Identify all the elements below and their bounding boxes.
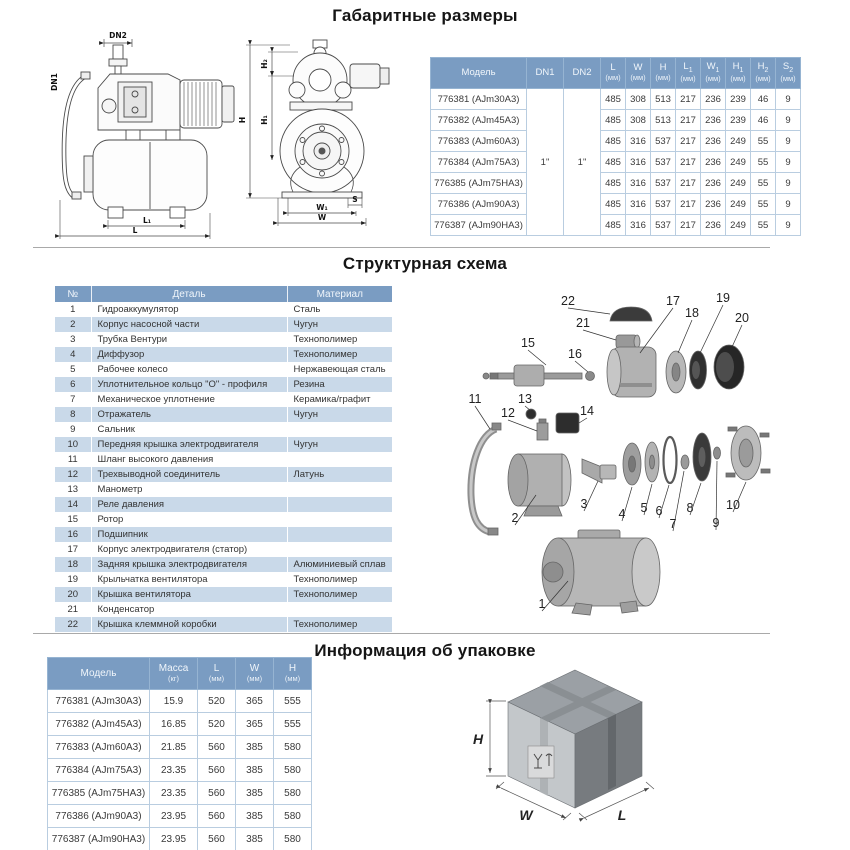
- w1-dim-label: W₁: [316, 203, 328, 212]
- value-cell: 485: [601, 173, 626, 194]
- value-cell: 485: [601, 89, 626, 110]
- parts-materials-table: [55, 286, 392, 632]
- part-number-cell: 11: [67, 454, 78, 465]
- material-cell: [287, 497, 392, 512]
- material-cell: Чугун: [287, 317, 392, 332]
- value-cell: 217: [676, 131, 701, 152]
- value-cell: 236: [701, 173, 726, 194]
- table-row: [55, 572, 392, 587]
- value-cell: 23.35: [150, 759, 198, 782]
- callout-leader-line: [583, 330, 616, 340]
- value-cell: 316: [626, 152, 651, 173]
- part-number-cell: 12: [67, 469, 79, 480]
- part-name-cell: Крышка клеммной коробки: [91, 617, 287, 632]
- value-cell: 236: [701, 89, 726, 110]
- value-cell: 9: [776, 215, 801, 236]
- part-number-cell: 9: [70, 424, 76, 435]
- part-number-label: 7: [669, 517, 677, 531]
- box-l-label: L: [617, 807, 627, 823]
- w-dim-label: W: [317, 213, 327, 222]
- table-row: [55, 452, 392, 467]
- value-cell: 21.85: [150, 736, 198, 759]
- part-name-cell: Гидроаккумулятор: [91, 302, 287, 317]
- table-row: [431, 110, 801, 131]
- part-number-label: 9: [712, 516, 720, 530]
- value-cell: 485: [601, 194, 626, 215]
- value-cell: 365: [236, 690, 274, 713]
- column-header: W (мм): [236, 658, 274, 690]
- column-header: Деталь: [91, 286, 287, 302]
- dn1-label: DN1: [50, 73, 59, 91]
- value-cell: 239: [726, 89, 751, 110]
- package-box-drawing: [470, 660, 770, 845]
- table-row: [48, 713, 312, 736]
- table-row: [431, 173, 801, 194]
- model-cell: 776381 (AJm30A3): [431, 89, 527, 110]
- value-cell: 580: [274, 805, 312, 828]
- l1-dim-label: L₁: [142, 216, 152, 225]
- callout-leader-line: [678, 320, 692, 353]
- value-cell: 46: [751, 110, 776, 131]
- part-number-label: 10: [726, 498, 740, 512]
- part-name-cell: Подшипник: [91, 527, 287, 542]
- part-number-label: 11: [468, 392, 482, 406]
- value-cell: 249: [726, 152, 751, 173]
- table-row: [431, 131, 801, 152]
- part-number-label: 13: [518, 392, 532, 406]
- part-number-cell: 20: [67, 589, 79, 600]
- part-name-cell: Шланг высокого давления: [91, 452, 287, 467]
- dimension-column-header: W (мм): [626, 58, 651, 89]
- value-cell: 23.95: [150, 805, 198, 828]
- part-number-cell: 14: [67, 499, 79, 510]
- part-number-label: 22: [561, 294, 575, 308]
- column-header: №: [55, 286, 91, 302]
- value-cell: 239: [726, 110, 751, 131]
- part-number-cell: 8: [70, 409, 76, 420]
- model-cell: 776386 (AJm90A3): [48, 805, 150, 828]
- section-title-packaging: Информация об упаковке: [314, 641, 536, 660]
- part-name-cell: Трубка Вентури: [91, 332, 287, 347]
- part-number-label: 12: [501, 406, 515, 420]
- h2-dim-label: H₂: [260, 59, 269, 69]
- part-number-label: 6: [655, 504, 663, 518]
- table-row: [431, 89, 801, 110]
- value-cell: 560: [198, 782, 236, 805]
- table-row: [55, 527, 392, 542]
- value-cell: 236: [701, 215, 726, 236]
- part-name-cell: Задняя крышка электродвигателя: [91, 557, 287, 572]
- table-row: [55, 557, 392, 572]
- value-cell: 249: [726, 131, 751, 152]
- part-number-label: 20: [735, 311, 749, 325]
- part-number-label: 16: [568, 347, 582, 361]
- model-column-header: Модель: [431, 58, 527, 89]
- value-cell: 316: [626, 131, 651, 152]
- part-number-label: 15: [521, 336, 535, 350]
- value-cell: 537: [651, 152, 676, 173]
- value-cell: 308: [626, 110, 651, 131]
- material-cell: Керамика/графит: [287, 392, 392, 407]
- dn-column-header: DN2: [564, 58, 601, 89]
- value-cell: 55: [751, 194, 776, 215]
- callout-leader-line: [579, 418, 587, 423]
- h1-dim-label: H₁: [260, 115, 269, 125]
- value-cell: 9: [776, 152, 801, 173]
- callout-leader-line: [508, 420, 537, 431]
- value-cell: 560: [198, 759, 236, 782]
- part-number-cell: 19: [67, 574, 79, 585]
- value-cell: 385: [236, 736, 274, 759]
- material-cell: [287, 452, 392, 467]
- value-cell: 55: [751, 215, 776, 236]
- column-header: Модель: [48, 658, 150, 690]
- dn1-cell: 1": [527, 89, 564, 236]
- value-cell: 513: [651, 110, 676, 131]
- dimensions-table: [430, 57, 801, 236]
- value-cell: 236: [701, 131, 726, 152]
- value-cell: 537: [651, 131, 676, 152]
- part-name-cell: Конденсатор: [91, 602, 287, 617]
- section-divider: [33, 247, 770, 248]
- value-cell: 537: [651, 173, 676, 194]
- part-number-cell: 21: [67, 604, 79, 615]
- value-cell: 385: [236, 782, 274, 805]
- table-row: [48, 736, 312, 759]
- value-cell: 55: [751, 173, 776, 194]
- material-cell: Чугун: [287, 407, 392, 422]
- part-number-cell: 4: [70, 349, 76, 360]
- dimension-column-header: $H_2$ (мм): [751, 58, 776, 89]
- section-title-structure: Структурная схема: [342, 254, 508, 273]
- material-cell: Чугун: [287, 437, 392, 452]
- value-cell: 217: [676, 215, 701, 236]
- value-cell: 9: [776, 89, 801, 110]
- dimension-column-header: $S_2$ (мм): [776, 58, 801, 89]
- part-number-cell: 10: [67, 439, 79, 450]
- callout-leader-line: [575, 361, 588, 372]
- table-row: [55, 512, 392, 527]
- value-cell: 217: [676, 173, 701, 194]
- material-cell: [287, 602, 392, 617]
- value-cell: 55: [751, 152, 776, 173]
- part-name-cell: Корпус электродвигателя (статор): [91, 542, 287, 557]
- part-name-cell: Ротор: [91, 512, 287, 527]
- material-cell: Технополимер: [287, 572, 392, 587]
- value-cell: 555: [274, 713, 312, 736]
- dimension-column-header: $H_1$ (мм): [726, 58, 751, 89]
- model-cell: 776382 (AJm45A3): [48, 713, 150, 736]
- part-name-cell: Сальник: [91, 422, 287, 437]
- part-name-cell: Механическое уплотнение: [91, 392, 287, 407]
- value-cell: 560: [198, 828, 236, 850]
- dimension-column-header: H (мм): [651, 58, 676, 89]
- table-row: [55, 602, 392, 617]
- value-cell: 537: [651, 215, 676, 236]
- value-cell: 236: [701, 110, 726, 131]
- dn2-cell: 1": [564, 89, 601, 236]
- table-row: [55, 362, 392, 377]
- part-name-cell: Трехвыводной соединитель: [91, 467, 287, 482]
- model-cell: 776383 (AJm60A3): [431, 131, 527, 152]
- part-number-cell: 7: [70, 394, 76, 405]
- value-cell: 316: [626, 173, 651, 194]
- value-cell: 316: [626, 194, 651, 215]
- table-row: [55, 422, 392, 437]
- table-row: [55, 467, 392, 482]
- value-cell: 217: [676, 152, 701, 173]
- l-dim-label: L: [132, 226, 138, 235]
- value-cell: 537: [651, 194, 676, 215]
- material-cell: [287, 527, 392, 542]
- value-cell: 46: [751, 89, 776, 110]
- part-number-label: 2: [511, 511, 519, 525]
- part-number-cell: 6: [70, 379, 76, 390]
- table-row: [55, 542, 392, 557]
- value-cell: 580: [274, 828, 312, 850]
- table-row: [48, 805, 312, 828]
- material-cell: [287, 542, 392, 557]
- value-cell: 385: [236, 828, 274, 850]
- part-number-label: 5: [640, 501, 648, 515]
- table-row: [55, 497, 392, 512]
- model-cell: 776381 (AJm30A3): [48, 690, 150, 713]
- table-row: [431, 152, 801, 173]
- part-name-cell: Уплотнительное кольцо "О" - профиля: [91, 377, 287, 392]
- box-shape: [508, 670, 642, 808]
- model-cell: 776384 (AJm75A3): [48, 759, 150, 782]
- material-cell: [287, 422, 392, 437]
- table-row: [431, 215, 801, 236]
- value-cell: 485: [601, 131, 626, 152]
- callout-leader-line: [732, 325, 742, 347]
- material-cell: [287, 512, 392, 527]
- part-name-cell: Корпус насосной части: [91, 317, 287, 332]
- value-cell: 485: [601, 110, 626, 131]
- part-number-cell: 13: [67, 484, 79, 495]
- value-cell: 236: [701, 152, 726, 173]
- part-number-label: 21: [576, 316, 590, 330]
- header-row: [48, 658, 312, 690]
- part-number-cell: 1: [70, 304, 76, 315]
- callout-leader-line: [528, 350, 546, 365]
- value-cell: 249: [726, 215, 751, 236]
- header-row: [55, 286, 392, 302]
- value-cell: 580: [274, 736, 312, 759]
- pump-dimension-drawings: [50, 30, 425, 242]
- part-number-cell: 16: [67, 529, 79, 540]
- model-cell: 776384 (AJm75A3): [431, 152, 527, 173]
- table-row: [55, 407, 392, 422]
- material-cell: Латунь: [287, 467, 392, 482]
- table-row: [55, 377, 392, 392]
- callout-leader-line: [700, 305, 723, 353]
- dn-column-header: DN1: [527, 58, 564, 89]
- table-row: [55, 317, 392, 332]
- callout-leader-line: [568, 308, 610, 314]
- part-number-label: 17: [666, 294, 680, 308]
- material-cell: Нержавеющая сталь: [287, 362, 392, 377]
- header-row: [431, 58, 801, 89]
- callout-leader-line: [475, 406, 490, 429]
- value-cell: 55: [751, 131, 776, 152]
- value-cell: 9: [776, 194, 801, 215]
- box-w-label: W: [519, 807, 533, 823]
- part-name-cell: Реле давления: [91, 497, 287, 512]
- value-cell: 580: [274, 759, 312, 782]
- exploded-parts-diagram: [440, 283, 840, 635]
- value-cell: 15.9: [150, 690, 198, 713]
- dimension-column-header: L (мм): [601, 58, 626, 89]
- value-cell: 485: [601, 215, 626, 236]
- table-row: [55, 332, 392, 347]
- model-cell: 776386 (AJm90A3): [431, 194, 527, 215]
- value-cell: 9: [776, 173, 801, 194]
- model-cell: 776385 (AJm75HA3): [48, 782, 150, 805]
- model-cell: 776385 (AJm75HA3): [431, 173, 527, 194]
- dimension-column-header: $L_1$ (мм): [676, 58, 701, 89]
- section-title-dimensions: Габаритные размеры: [332, 6, 518, 25]
- value-cell: 236: [701, 194, 726, 215]
- part-name-cell: Крышка вентилятора: [91, 587, 287, 602]
- part-number-cell: 3: [70, 334, 76, 345]
- value-cell: 485: [601, 152, 626, 173]
- value-cell: 217: [676, 194, 701, 215]
- part-number-cell: 2: [70, 319, 76, 330]
- exploded-parts-shapes: [468, 307, 770, 615]
- table-row: [55, 392, 392, 407]
- material-cell: Технополимер: [287, 587, 392, 602]
- table-row: [55, 437, 392, 452]
- material-cell: Сталь: [287, 302, 392, 317]
- part-number-label: 14: [580, 404, 594, 418]
- table-row: [55, 302, 392, 317]
- dimension-column-header: $W_1$ (мм): [701, 58, 726, 89]
- material-cell: Алюминиевый сплав: [287, 557, 392, 572]
- column-header: Материал: [287, 286, 392, 302]
- table-row: [48, 759, 312, 782]
- table-row: [431, 194, 801, 215]
- value-cell: 9: [776, 131, 801, 152]
- column-header: H (мм): [274, 658, 312, 690]
- value-cell: 9: [776, 110, 801, 131]
- part-number-cell: 5: [70, 364, 76, 375]
- part-name-cell: Рабочее колесо: [91, 362, 287, 377]
- part-number-label: 8: [686, 501, 694, 515]
- value-cell: 560: [198, 805, 236, 828]
- value-cell: 249: [726, 173, 751, 194]
- value-cell: 217: [676, 110, 701, 131]
- packaging-table: [47, 657, 312, 850]
- part-number-label: 18: [685, 306, 699, 320]
- value-cell: 23.35: [150, 782, 198, 805]
- model-cell: 776387 (AJm90HA3): [48, 828, 150, 850]
- model-cell: 776387 (AJm90HA3): [431, 215, 527, 236]
- side-view-drawing: [50, 31, 234, 239]
- value-cell: 385: [236, 805, 274, 828]
- value-cell: 365: [236, 713, 274, 736]
- material-cell: Технополимер: [287, 617, 392, 632]
- model-cell: 776382 (AJm45A3): [431, 110, 527, 131]
- table-row: [48, 690, 312, 713]
- h-dim-label: H: [238, 116, 247, 124]
- part-name-cell: Крыльчатка вентилятора: [91, 572, 287, 587]
- material-cell: Резина: [287, 377, 392, 392]
- value-cell: 580: [274, 782, 312, 805]
- dn2-label: DN2: [109, 31, 127, 40]
- value-cell: 520: [198, 713, 236, 736]
- part-number-label: 1: [538, 597, 546, 611]
- table-row: [48, 828, 312, 850]
- table-row: [48, 782, 312, 805]
- part-number-label: 19: [716, 291, 730, 305]
- value-cell: 555: [274, 690, 312, 713]
- table-row: [55, 617, 392, 632]
- value-cell: 385: [236, 759, 274, 782]
- material-cell: [287, 482, 392, 497]
- table-row: [55, 587, 392, 602]
- value-cell: 23.95: [150, 828, 198, 850]
- part-number-label: 4: [618, 507, 626, 521]
- column-header: Масса (кг): [150, 658, 198, 690]
- part-number-cell: 15: [67, 514, 79, 525]
- value-cell: 520: [198, 690, 236, 713]
- part-name-cell: Передняя крышка электродвигателя: [91, 437, 287, 452]
- front-view-drawing: [238, 40, 389, 226]
- value-cell: 308: [626, 89, 651, 110]
- value-cell: 316: [626, 215, 651, 236]
- table-row: [55, 347, 392, 362]
- value-cell: 513: [651, 89, 676, 110]
- column-header: L (мм): [198, 658, 236, 690]
- material-cell: Технополимер: [287, 332, 392, 347]
- part-number-cell: 18: [67, 559, 79, 570]
- table-row: [55, 482, 392, 497]
- part-name-cell: Отражатель: [91, 407, 287, 422]
- part-name-cell: Диффузор: [91, 347, 287, 362]
- material-cell: Технополимер: [287, 347, 392, 362]
- value-cell: 217: [676, 89, 701, 110]
- model-cell: 776383 (AJm60A3): [48, 736, 150, 759]
- s-dim-label: S: [352, 195, 358, 204]
- part-number-label: 3: [580, 497, 588, 511]
- value-cell: 249: [726, 194, 751, 215]
- value-cell: 16.85: [150, 713, 198, 736]
- part-number-cell: 17: [67, 544, 79, 555]
- value-cell: 560: [198, 736, 236, 759]
- part-name-cell: Манометр: [91, 482, 287, 497]
- part-number-cell: 22: [67, 619, 79, 630]
- box-h-label: H: [472, 731, 484, 747]
